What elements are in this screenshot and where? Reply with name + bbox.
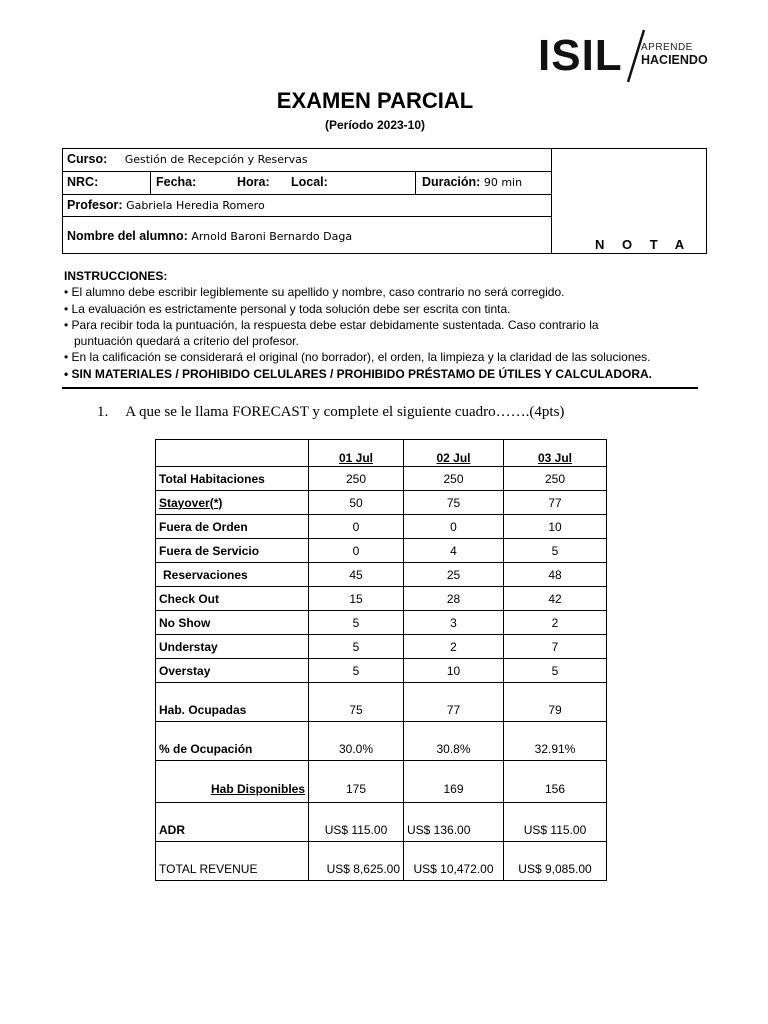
alumno-field bbox=[67, 229, 352, 243]
table-cell: 48 bbox=[504, 563, 607, 587]
instruction-item: • La evaluación es estrictamente personal y toda solución debe ser escrita con tinta. bbox=[64, 301, 511, 316]
table-row bbox=[156, 611, 607, 635]
duracion-value: 90 min bbox=[483, 176, 523, 189]
isil-logo bbox=[538, 28, 708, 84]
row-label: Total Habitaciones bbox=[156, 467, 309, 491]
table-cell: US$ 8,625.00 bbox=[309, 842, 404, 881]
question-text: A que se le llama FORECAST y complete el siguiente cuadro…….(4pts) bbox=[125, 404, 565, 420]
instruction-item-prohibitions: • SIN MATERIALES / PROHIBIDO CELULARES / PROHIBIDO PRÉSTAMO DE ÚTILES Y CALCULADORA. bbox=[64, 366, 653, 381]
table-row bbox=[156, 467, 607, 491]
instruction-item: • En la calificación se considerará el original (no borrador), el orden, la limpieza y la claridad de las soluciones. bbox=[64, 350, 651, 365]
profesor-label: Profesor: bbox=[67, 198, 123, 212]
table-cell: 175 bbox=[309, 761, 404, 803]
table-row bbox=[156, 683, 607, 722]
row-label: ADR bbox=[156, 803, 309, 842]
logo-tagline-top: APRENDE bbox=[641, 42, 693, 53]
table-cell: US$ 115.00 bbox=[504, 803, 607, 842]
table-cell: 50 bbox=[309, 491, 404, 515]
table-cell: 28 bbox=[404, 587, 504, 611]
table-cell: 5 bbox=[504, 539, 607, 563]
table-cell: US$ 10,472.00 bbox=[404, 842, 504, 881]
column-header: 01 Jul bbox=[309, 440, 404, 467]
local-label: Local: bbox=[291, 175, 328, 189]
page-subtitle: (Período 2023-10) bbox=[324, 118, 426, 132]
row-label: Hab. Ocupadas bbox=[156, 683, 309, 722]
table-cell: 156 bbox=[504, 761, 607, 803]
table-row bbox=[156, 659, 607, 683]
table-row bbox=[156, 635, 607, 659]
duracion-label: Duración: bbox=[422, 175, 481, 189]
table-cell: 10 bbox=[404, 659, 504, 683]
table-cell: 75 bbox=[309, 683, 404, 722]
table-cell: 250 bbox=[504, 467, 607, 491]
table-cell: 169 bbox=[404, 761, 504, 803]
table-cell: 3 bbox=[404, 611, 504, 635]
table-cell: 2 bbox=[504, 611, 607, 635]
row-label: Fuera de Servicio bbox=[156, 539, 309, 563]
forecast-table bbox=[155, 439, 607, 881]
logo-tagline-bottom: HACIENDO bbox=[641, 53, 708, 67]
table-cell: 5 bbox=[504, 659, 607, 683]
table-cell: 5 bbox=[309, 611, 404, 635]
table-row bbox=[156, 803, 607, 842]
table-cell: 45 bbox=[309, 563, 404, 587]
table-row bbox=[156, 539, 607, 563]
instructions-heading: INSTRUCCIONES: bbox=[64, 269, 168, 283]
row-label: Overstay bbox=[156, 659, 309, 683]
table-cell: 30.8% bbox=[404, 722, 504, 761]
logo-brand: ISIL bbox=[538, 31, 623, 80]
column-header: 03 Jul bbox=[504, 440, 607, 467]
question-1 bbox=[97, 404, 564, 421]
table-cell: 77 bbox=[404, 683, 504, 722]
curso-value: Gestión de Recepción y Reservas bbox=[124, 153, 308, 166]
table-cell: 0 bbox=[309, 515, 404, 539]
table-cell: 0 bbox=[404, 515, 504, 539]
table-row bbox=[156, 491, 607, 515]
alumno-value: Arnold Baroni Bernardo Daga bbox=[191, 230, 353, 243]
table-cell: 77 bbox=[504, 491, 607, 515]
table-cell: 79 bbox=[504, 683, 607, 722]
row-label: Understay bbox=[156, 635, 309, 659]
instruction-item-continued: puntuación quedará a criterio del profesor. bbox=[74, 334, 299, 349]
table-row bbox=[156, 761, 607, 803]
question-number: 1. bbox=[97, 404, 109, 420]
row-label: Reservaciones bbox=[156, 563, 309, 587]
profesor-field bbox=[67, 198, 265, 212]
table-row bbox=[156, 842, 607, 881]
table-cell: 5 bbox=[309, 659, 404, 683]
row-label: Check Out bbox=[156, 587, 309, 611]
row-label: TOTAL REVENUE bbox=[156, 842, 309, 881]
instruction-item: • Para recibir toda la puntuación, la respuesta debe estar debidamente sustentada. Caso contrario la bbox=[64, 317, 599, 332]
profesor-value: Gabriela Heredia Romero bbox=[126, 199, 265, 212]
table-cell: 2 bbox=[404, 635, 504, 659]
table-row bbox=[156, 515, 607, 539]
nota-label: N O T A bbox=[595, 237, 692, 252]
fecha-label: Fecha: bbox=[156, 175, 197, 189]
table-row bbox=[156, 722, 607, 761]
row-label: Stayover(*) bbox=[156, 491, 309, 515]
divider bbox=[62, 387, 698, 389]
table-cell: 15 bbox=[309, 587, 404, 611]
table-cell: 4 bbox=[404, 539, 504, 563]
table-cell: 30.0% bbox=[309, 722, 404, 761]
instructions bbox=[64, 268, 704, 382]
table-cell: US$ 136.00 bbox=[404, 803, 504, 842]
row-label: No Show bbox=[156, 611, 309, 635]
table-cell: 32.91% bbox=[504, 722, 607, 761]
hora-label: Hora: bbox=[237, 175, 270, 189]
table-row bbox=[156, 563, 607, 587]
table-corner bbox=[156, 440, 309, 467]
table-cell: 10 bbox=[504, 515, 607, 539]
table-cell: 250 bbox=[309, 467, 404, 491]
curso-field bbox=[67, 152, 308, 166]
table-cell: US$ 115.00 bbox=[309, 803, 404, 842]
row-label: Fuera de Orden bbox=[156, 515, 309, 539]
row-label: % de Ocupación bbox=[156, 722, 309, 761]
table-cell: 42 bbox=[504, 587, 607, 611]
duracion-field bbox=[422, 175, 522, 189]
table-cell: 7 bbox=[504, 635, 607, 659]
instruction-item: • El alumno debe escribir legiblemente su apellido y nombre, caso contrario no será corregido. bbox=[64, 285, 565, 300]
table-row bbox=[156, 587, 607, 611]
page-title: EXAMEN PARCIAL bbox=[276, 88, 474, 113]
table-cell: 5 bbox=[309, 635, 404, 659]
table-cell: 75 bbox=[404, 491, 504, 515]
curso-label: Curso: bbox=[67, 152, 108, 166]
column-header: 02 Jul bbox=[404, 440, 504, 467]
alumno-label: Nombre del alumno: bbox=[67, 229, 188, 243]
table-cell: US$ 9,085.00 bbox=[504, 842, 607, 881]
table-header-row bbox=[156, 440, 607, 467]
table-cell: 25 bbox=[404, 563, 504, 587]
table-cell: 250 bbox=[404, 467, 504, 491]
table-cell: 0 bbox=[309, 539, 404, 563]
row-label bbox=[156, 761, 309, 803]
nrc-label: NRC: bbox=[67, 175, 99, 189]
exam-header-box bbox=[62, 148, 707, 254]
row-label-text: Hab Disponibles bbox=[210, 782, 305, 796]
